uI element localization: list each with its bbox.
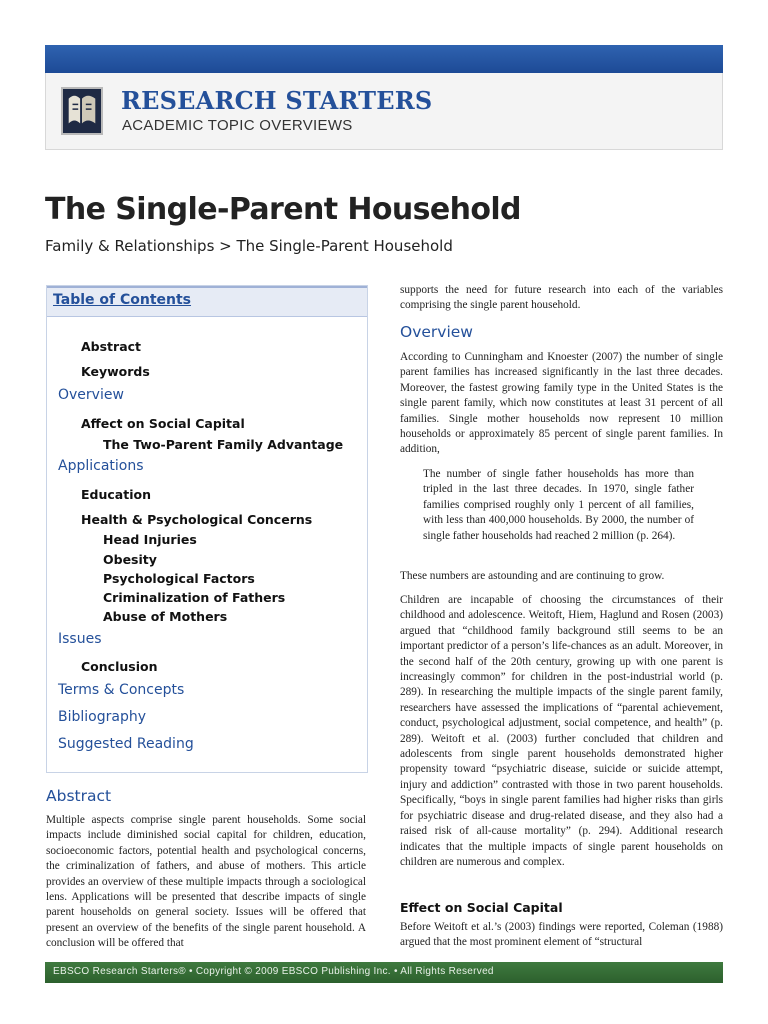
brand-subtitle: ACADEMIC TOPIC OVERVIEWS	[122, 117, 353, 134]
research-starters-logo-icon	[61, 87, 103, 135]
footer-bar	[45, 962, 723, 983]
toc-link-abstract[interactable]: Abstract	[81, 339, 142, 354]
overview-paragraph-3: Children are incapable of choosing the circumstances of their childhood and adolescence. Weitoft, Hiem, Haglund and Rosen (2003) argued that “childhood family background still seems to be an important predictor of a person’s life-chances as an adult. Moreover, in the second half of the 20th century, growing up with one parent is increasingly common” for children in the post-industrial world (p. 289). In researching the multiple impacts of the single parent family, researchers have assessed the implications of “parental achievement, conduct, psychological adjustment, social competence, and health” (p. 289). Weitoft et al. (2003) further concluded that children and adolescents from single parent households demonstrated higher propensity toward “psychiatric disease, suicide or suicide attempt, injury and addiction” contrasted with those in two parent households. Specifically, “boys in single parent families had higher risks than girls for psychiatric disease and drug-related disease, and they also had a raised risk of all-cause mortality” (p. 294). Additional research indicates that the multiple impacts of single parent households on children are numerous and complex.	[400, 594, 723, 868]
overview-paragraph-1: According to Cunningham and Knoester (2007) the number of single parent families has increased significantly in the last three decades. Moreover, the fastest growing family type in the United States is the single parent family, which now constitutes at least 31 percent of all families. Single mother households now represent 10 million households or approximately 85 percent of single parent families. In addition,	[400, 351, 723, 456]
effect-social-capital-heading: Effect on Social Capital	[400, 900, 563, 915]
toc-header	[47, 286, 367, 317]
toc-link-overview[interactable]: Overview	[58, 387, 124, 403]
block-quote: The number of single father households has more than tripled in the last three decades. In 1970, single father families comprised roughly only 1 percent of all families, with less than 400,000 households. By 2000, the number of single father households had reached 2 million (p. 264).	[423, 468, 694, 542]
toc-link-psychological-factors[interactable]: Psychological Factors	[103, 571, 255, 586]
toc-link-suggested-reading[interactable]: Suggested Reading	[58, 736, 194, 752]
toc-link-conclusion[interactable]: Conclusion	[81, 659, 158, 674]
table-of-contents	[46, 285, 368, 773]
toc-link-bibliography[interactable]: Bibliography	[58, 709, 146, 725]
breadcrumb[interactable]: Family & Relationships > The Single-Parent Household	[45, 237, 453, 255]
toc-link-affect-on-social-capital[interactable]: Affect on Social Capital	[81, 416, 245, 431]
toc-link-two-parent-family-advantage[interactable]: The Two-Parent Family Advantage	[103, 437, 344, 452]
header-panel	[45, 73, 723, 150]
abstract-text: Multiple aspects comprise single parent households. Some social impacts include diminished social capital for children, education, socioeconomic factors, potential health and psychological concerns, the criminalization of fathers, and abuse of mothers. This article provides an overview of these multiple impacts through a sociological lens. Applications will be presented that describe impacts of single parent households on general society. Issues will be offered that present an overview of the benefits of the single parent household. A conclusion will be offered that	[46, 814, 366, 950]
toc-link-obesity[interactable]: Obesity	[103, 552, 157, 567]
intro-text: supports the need for future research into each of the variables comprising the single parent household.	[400, 284, 723, 312]
toc-link-issues[interactable]: Issues	[58, 631, 102, 647]
social-capital-paragraph: Before Weitoft et al.’s (2003) findings were reported, Coleman (1988) argued that the most prominent element of “structural	[400, 921, 723, 949]
toc-link-abuse-of-mothers[interactable]: Abuse of Mothers	[103, 609, 228, 624]
toc-heading[interactable]: Table of Contents	[53, 292, 192, 308]
abstract-heading: Abstract	[46, 787, 112, 805]
toc-link-criminalization-of-fathers[interactable]: Criminalization of Fathers	[103, 590, 286, 605]
top-banner	[45, 45, 723, 73]
page-title: The Single-Parent Household	[45, 192, 521, 227]
brand-title: RESEARCH STARTERS	[121, 86, 433, 115]
toc-link-applications[interactable]: Applications	[58, 458, 144, 474]
toc-link-head-injuries[interactable]: Head Injuries	[103, 532, 197, 547]
overview-heading: Overview	[400, 323, 473, 341]
toc-link-health-psychological-concerns[interactable]: Health & Psychological Concerns	[81, 512, 313, 527]
overview-paragraph-2: These numbers are astounding and are continuing to grow.	[400, 570, 665, 582]
toc-link-terms-concepts[interactable]: Terms & Concepts	[58, 682, 185, 698]
copyright-text: EBSCO Research Starters® • Copyright © 2009 EBSCO Publishing Inc. • All Rights Reserved	[53, 966, 494, 977]
toc-link-education[interactable]: Education	[81, 487, 151, 502]
toc-link-keywords[interactable]: Keywords	[81, 364, 150, 379]
